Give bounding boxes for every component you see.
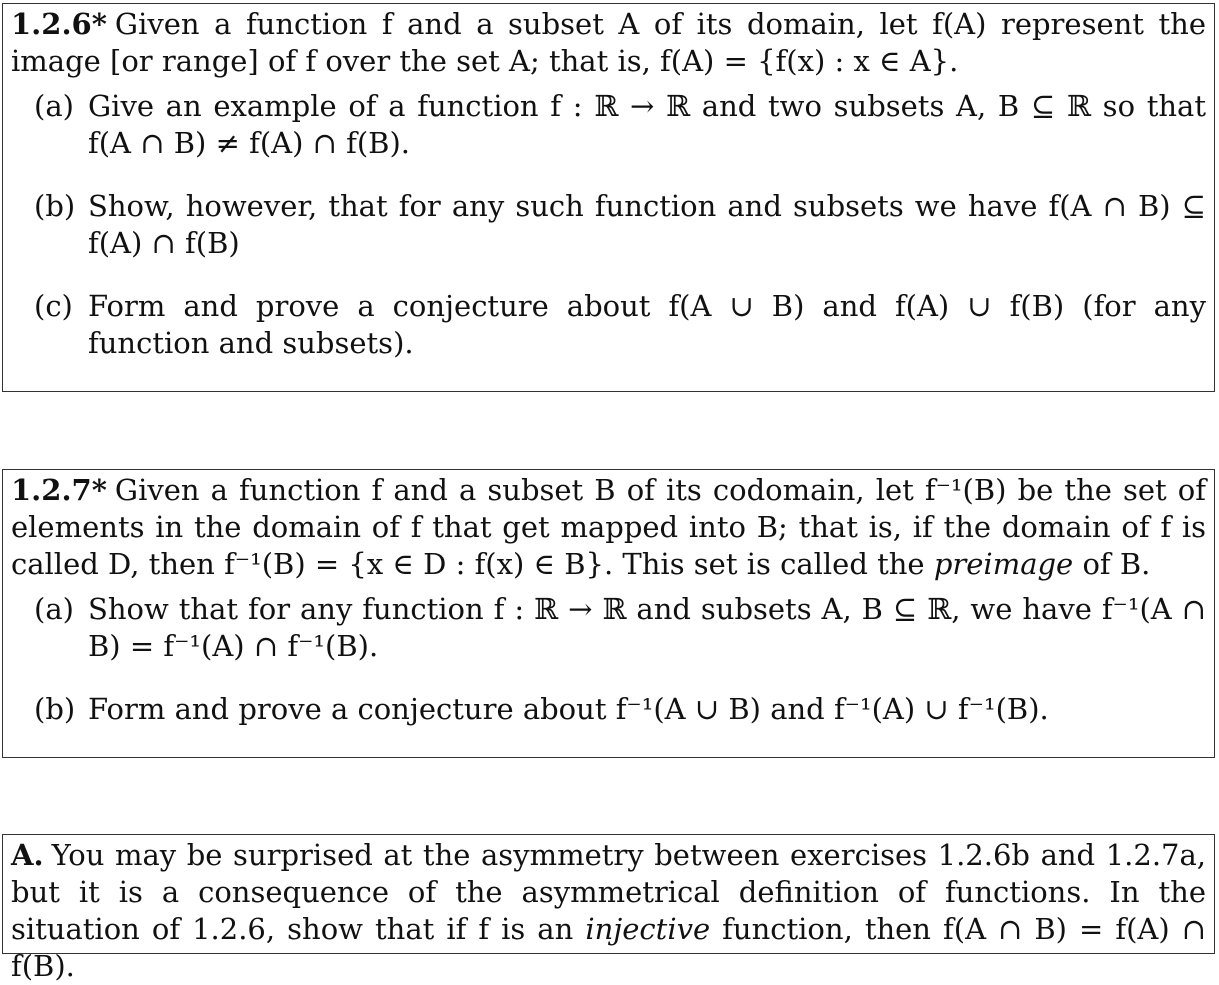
exercise-number: A. [11, 838, 44, 872]
exercise-body-text-end: function, then f(A ∩ B) = f(A) ∩ f(B). [11, 912, 1206, 983]
exercise-A-text [11, 837, 1206, 985]
exercise-intro-text-end: of B. [1082, 547, 1151, 581]
item-text: Form and prove a conjecture about f(A ∪ B) and f(A) ∪ f(B) (for any function and subsets). [88, 289, 1206, 360]
emphasis-preimage: preimage [933, 547, 1074, 581]
exercise-1-2-6-items [11, 88, 1206, 362]
exercise-item-a [11, 591, 1206, 665]
item-label: (b) [34, 692, 76, 726]
item-text: Form and prove a conjecture about f⁻¹(A ∪ B) and f⁻¹(A) ∪ f⁻¹(B). [88, 692, 1049, 726]
item-text: Give an example of a function f : ℝ → ℝ and two subsets A, B ⊆ ℝ so that f(A ∩ B) ≠ f(A) ∩ f(B). [88, 89, 1206, 160]
item-text: Show, however, that for any such function and subsets we have f(A ∩ B) ⊆ f(A) ∩ f(B) [88, 189, 1206, 260]
emphasis-injective: injective [585, 912, 711, 946]
exercise-1-2-7-items [11, 591, 1206, 728]
exercise-intro-text: Given a function f and a subset B of its codomain, let f⁻¹(B) be the set of elements in the domain of f that get mapped into B; that is, if the domain of f is called D, then f⁻¹(B) = {x ∈ D : f(x) ∈ B}. This set is called the [11, 473, 1206, 581]
exercise-item-b [11, 188, 1206, 262]
item-label: (c) [34, 289, 73, 323]
exercise-item-b [11, 691, 1206, 728]
exercise-number: 1.2.6* [11, 7, 107, 41]
exercise-number: 1.2.7* [11, 473, 107, 507]
exercise-body-text: You may be surprised at the asymmetry between exercises 1.2.6b and 1.2.7a, but it is a consequence of the asymmetrical definition of functions. In the situation of 1.2.6, show that if f is an [11, 838, 1206, 946]
item-text: Show that for any function f : ℝ → ℝ and subsets A, B ⊆ ℝ, we have f⁻¹(A ∩ B) = f⁻¹(A) ∩ f⁻¹(B). [88, 592, 1206, 663]
exercise-item-a [11, 88, 1206, 162]
exercise-item-c [11, 288, 1206, 362]
item-label: (a) [34, 592, 74, 626]
item-label: (b) [34, 189, 76, 223]
exercise-1-2-6-box [2, 3, 1215, 392]
item-label: (a) [34, 89, 74, 123]
exercise-intro-text: Given a function f and a subset A of its domain, let f(A) represent the image [or range] of f over the set A; that is, f(A) = {f(x) : x ∈ A}. [11, 7, 1206, 78]
exercise-1-2-7-box [2, 469, 1215, 758]
exercise-1-2-6-intro [11, 6, 1206, 80]
exercise-A-box [2, 834, 1215, 983]
exercise-1-2-7-intro [11, 472, 1206, 583]
